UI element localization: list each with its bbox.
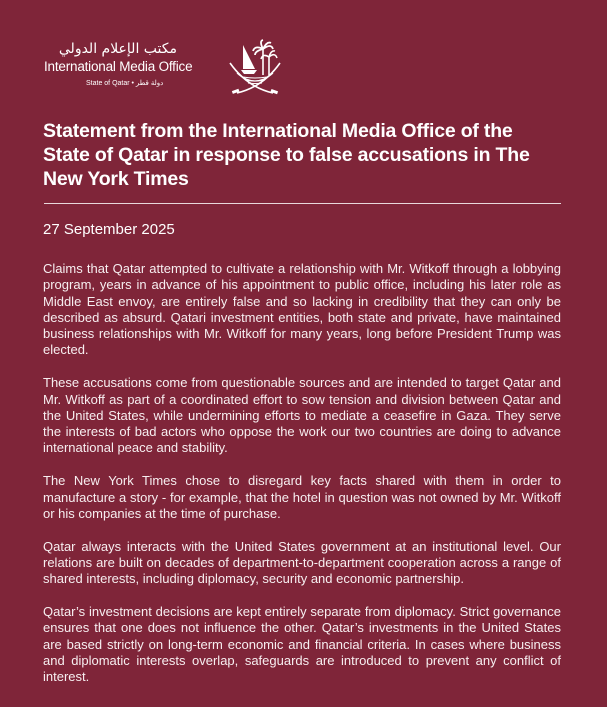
paragraph: These accusations come from questionable sources and are intended to target Qatar and Mr. Witkoff as part of a coordinated effort to sow tension and division between Qatar and the United States, while undermining efforts to mediate a ceasefire in Gaza. They serve the interests of bad actors who oppose the work our two countries are doing to advance international peace and stability. xyxy=(43,375,561,456)
paragraph: Claims that Qatar attempted to cultivate a relationship with Mr. Witkoff through a lobbying program, years in advance of his appointment to public office, including his later role as Middle East envoy, are entirely false and so lacking in credibility that they can only be described as absurd. Qatari investment entities, both state and private, have maintained business relationships with Mr. Witkoff for many years, long before President Trump was elected. xyxy=(43,261,561,358)
logo-subtitle: State of Qatar • دولة قطر xyxy=(86,80,164,87)
logo-english-name: International Media Office xyxy=(44,59,193,74)
logo-arabic-name: مكتب الإعلام الدولي xyxy=(58,41,177,57)
statement-body xyxy=(43,261,561,702)
paragraph: The New York Times chose to disregard key facts shared with them in order to manufacture a story - for example, that the hotel in question was not owned by Mr. Witkoff or his companies at the time of purchase. xyxy=(43,473,561,521)
statement-title: Statement from the International Media Office of the State of Qatar in response to false accusations in The New York Times xyxy=(43,120,530,190)
paragraph: Qatar always interacts with the United States government at an institutional level. Our relations are built on decades of department-to-department cooperation across a range of shared interests, including diplomacy, security and economic partnership. xyxy=(43,538,561,587)
statement-date: 27 September 2025 xyxy=(43,221,175,238)
qatar-emblem-icon xyxy=(227,39,283,99)
title-divider xyxy=(44,203,561,204)
paragraph: Qatar’s investment decisions are kept entirely separate from diplomacy. Strict governance ensures that one does not influence the other. Qatar’s investments in the United States are based strictly on long-term economic and financial criteria. In cases where business and diplomatic interests overlap, safeguards are introduced to prevent any conflict of interest. xyxy=(43,604,561,685)
office-logo xyxy=(42,15,242,85)
